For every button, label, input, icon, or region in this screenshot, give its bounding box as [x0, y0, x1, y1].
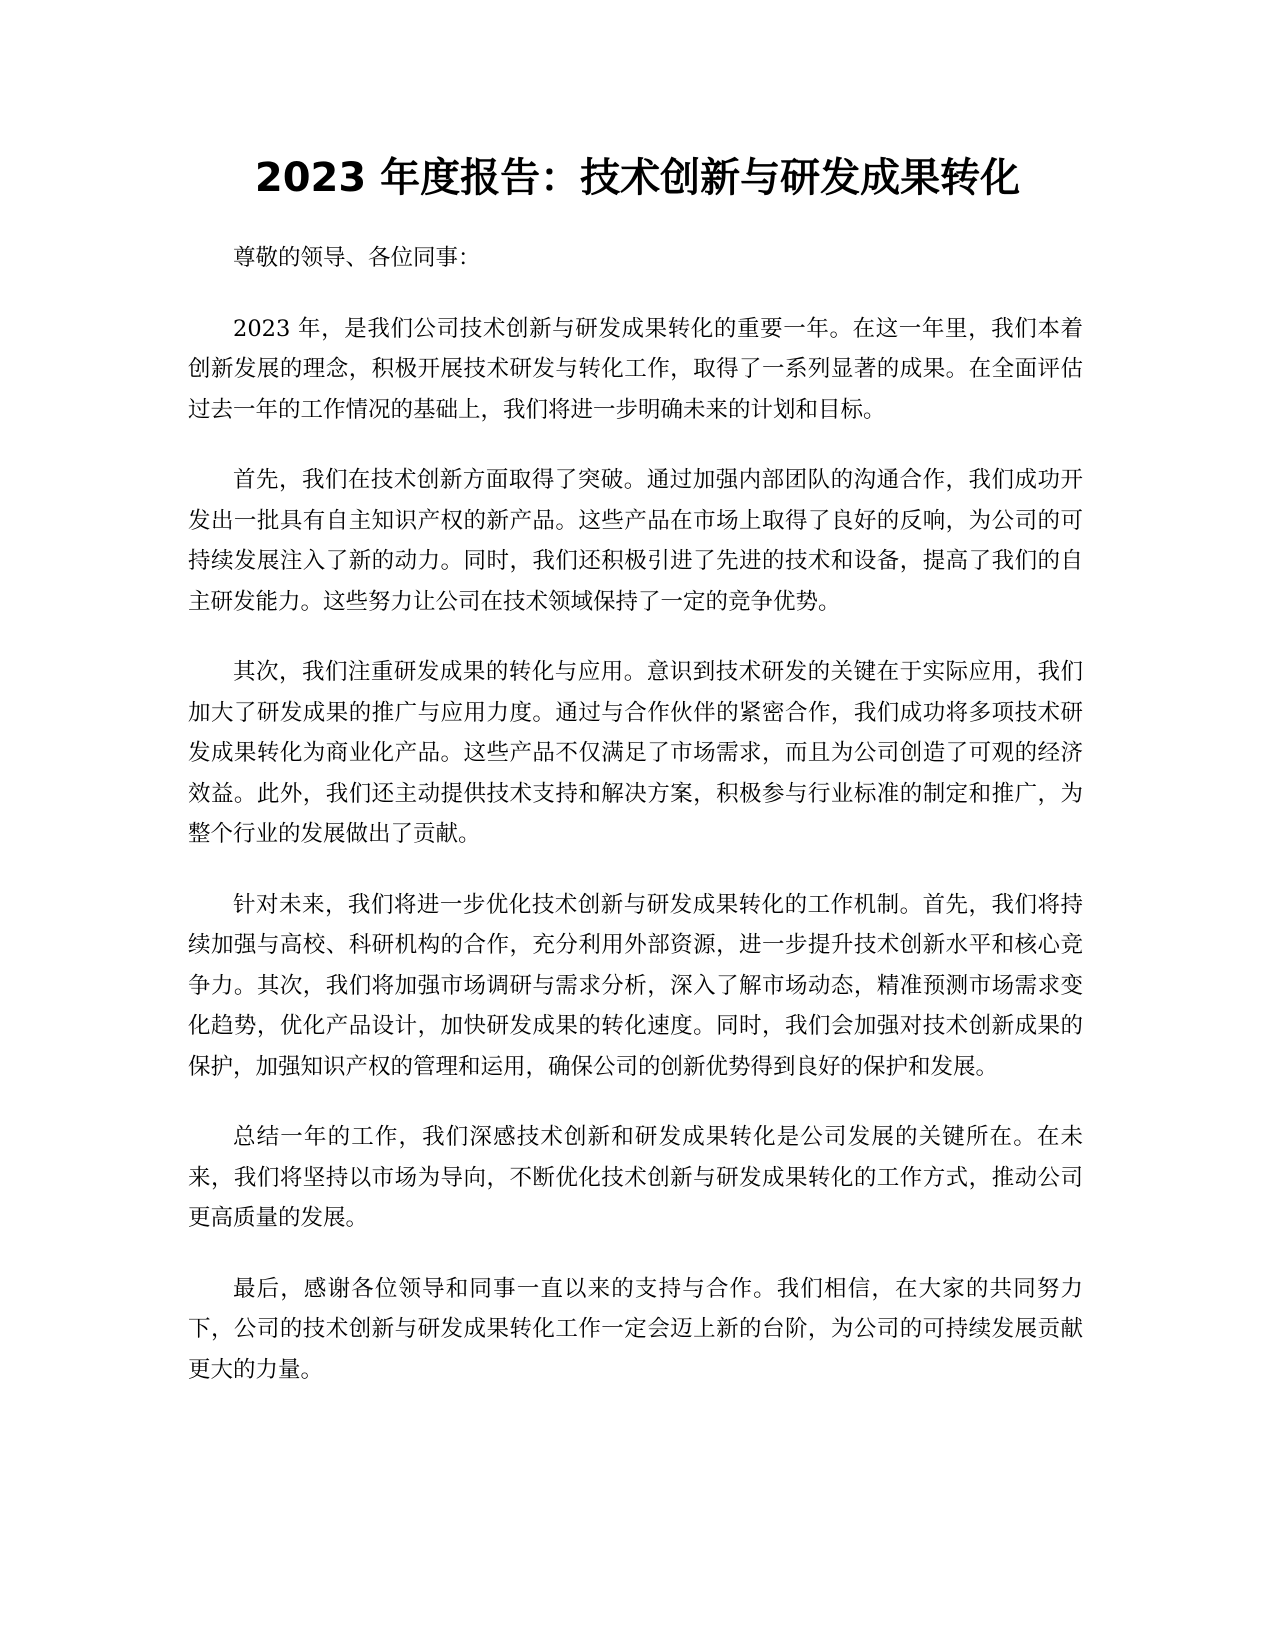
- closing-paragraph: 最后，感谢各位领导和同事一直以来的支持与合作。我们相信，在大家的共同努力下，公司的技术创新与研发成果转化工作一定会迈上新的台阶，为公司的可持续发展贡献更大的力量。: [188, 1275, 1083, 1383]
- intro-paragraph: 2023 年，是我们公司技术创新与研发成果转化的重要一年。在这一年里，我们本着创新发展的理念，积极开展技术研发与转化工作，取得了一系列显著的成果。在全面评估过去一年的工作情况的基础上，我们将进一步明确未来的计划和目标。: [188, 315, 1083, 423]
- document-body: [188, 238, 1083, 1420]
- summary-paragraph: 总结一年的工作，我们深感技术创新和研发成果转化是公司发展的关键所在。在未来，我们将坚持以市场为导向，不断优化技术创新与研发成果转化的工作方式，推动公司更高质量的发展。: [188, 1124, 1083, 1231]
- future-plan-paragraph: 针对未来，我们将进一步优化技术创新与研发成果转化的工作机制。首先，我们将持续加强与高校、科研机构的合作，充分利用外部资源，进一步提升技术创新水平和核心竞争力。其次，我们将加强市场调研与需求分析，深入了解市场动态，精准预测市场需求变化趋势，优化产品设计，加快研发成果的转化速度。同时，我们会加强对技术创新成果的保护，加强知识产权的管理和运用，确保公司的创新优势得到良好的保护和发展。: [188, 891, 1083, 1080]
- salutation-paragraph: 尊敬的领导、各位同事：: [233, 245, 481, 271]
- application-paragraph: 其次，我们注重研发成果的转化与应用。意识到技术研发的关键在于实际应用，我们加大了研发成果的推广与应用力度。通过与合作伙伴的紧密合作，我们成功将多项技术研发成果转化为商业化产品。这些产品不仅满足了市场需求，而且为公司创造了可观的经济效益。此外，我们还主动提供技术支持和解决方案，积极参与行业标准的制定和推广，为整个行业的发展做出了贡献。: [188, 659, 1083, 847]
- document-title: 2023 年度报告：技术创新与研发成果转化: [254, 155, 1021, 201]
- innovation-paragraph: 首先，我们在技术创新方面取得了突破。通过加强内部团队的沟通合作，我们成功开发出一批具有自主知识产权的新产品。这些产品在市场上取得了良好的反响，为公司的可持续发展注入了新的动力。同时，我们还积极引进了先进的技术和设备，提高了我们的自主研发能力。这些努力让公司在技术领域保持了一定的竞争优势。: [188, 467, 1083, 615]
